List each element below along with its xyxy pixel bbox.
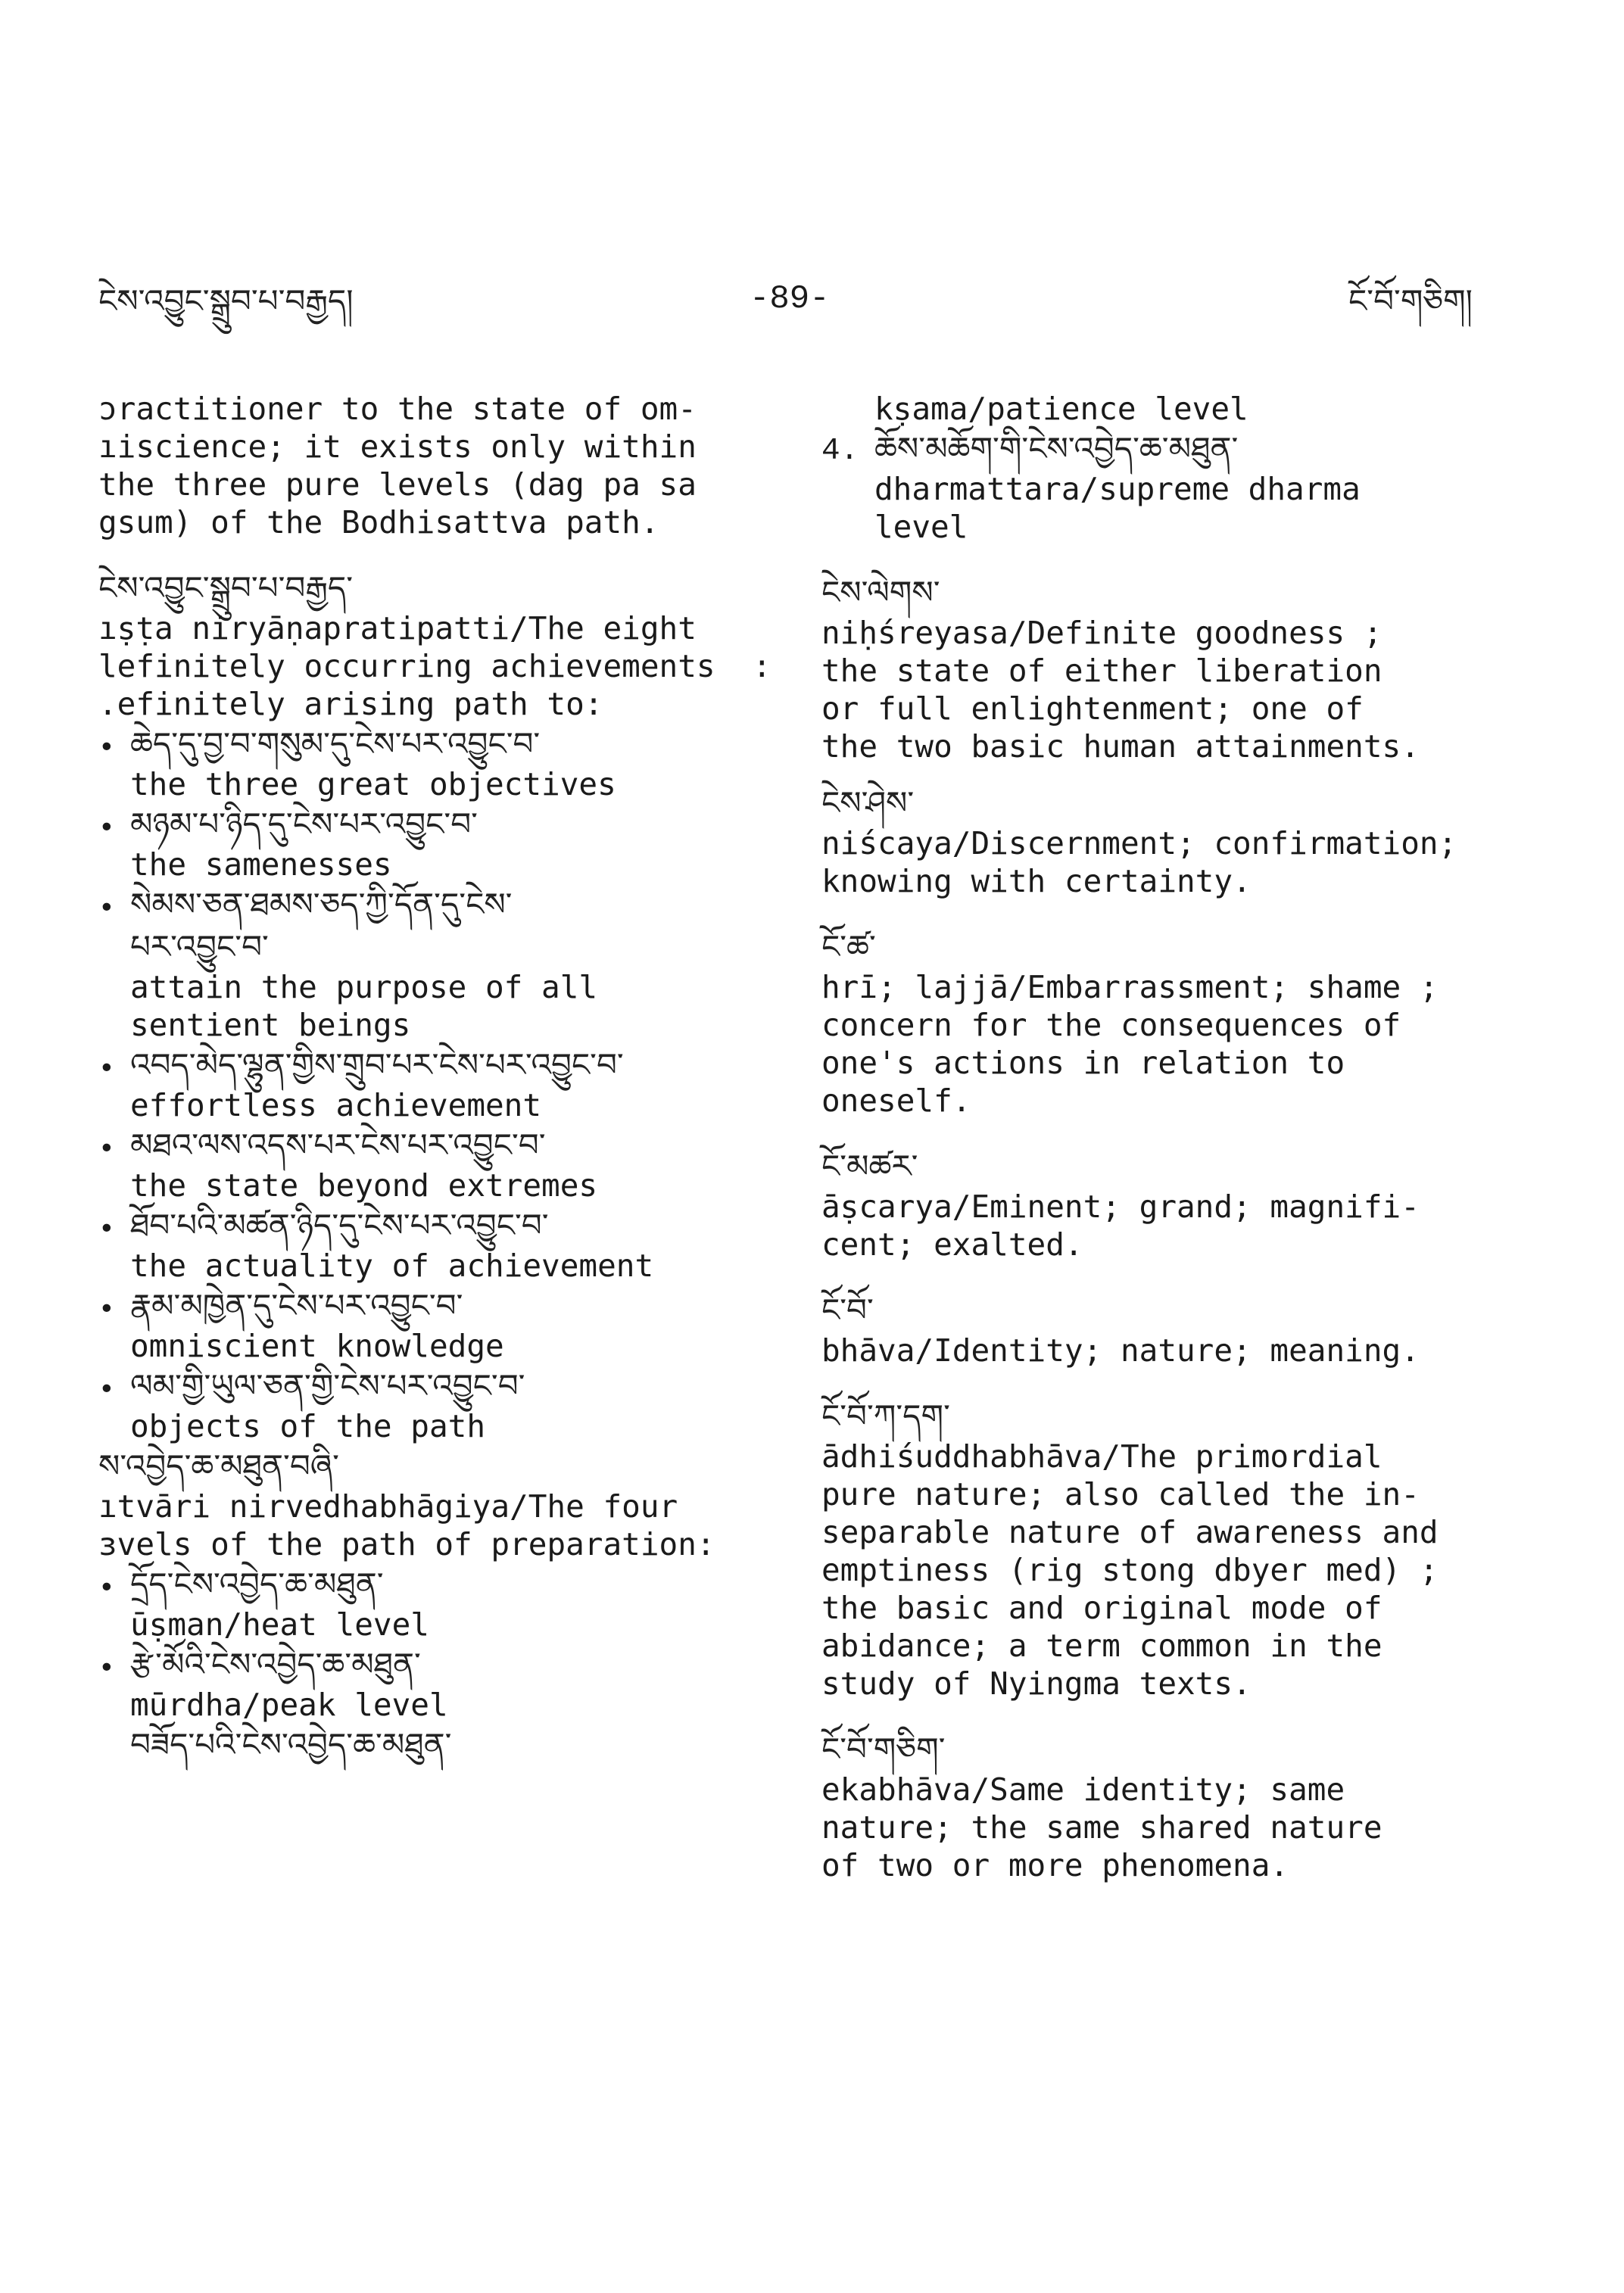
list-item [98, 1124, 780, 1204]
text-line: separable nature of awareness and [821, 1514, 1439, 1550]
text-line: study of Nyingma texts. [821, 1665, 1252, 1702]
dictionary-entry [821, 572, 1503, 765]
bullet: • [98, 1294, 115, 1325]
bullet: • [98, 1374, 115, 1405]
margin-mark: : [752, 648, 771, 684]
text-line: ekabhāva/Same identity; same [821, 1771, 1345, 1808]
text-line: the state of either liberation [821, 653, 1382, 689]
text-line: or full enlightenment; one of [821, 690, 1364, 727]
list-item [98, 803, 780, 883]
page-number: -89- [750, 280, 830, 318]
text-line: abidance; a term common in the [821, 1628, 1382, 1664]
text-line: one's actions in relation to [821, 1045, 1345, 1081]
item-tibetan: ལམ་གྱི་ཡུལ་ཅན་གྱི་ངེས་པར་འབྱུང་བ་ [130, 1367, 525, 1404]
entry-term: ངོ་ཚ་ [821, 928, 876, 965]
dictionary-entry [821, 1728, 1503, 1884]
text-line: cent; exalted. [821, 1226, 1083, 1263]
item-english: the three great objectives [130, 766, 616, 802]
item-english: omniscient knowledge [130, 1328, 504, 1364]
item-tibetan: རྣམ་མཁྱེན་དུ་ངེས་པར་འབྱུང་བ་ [130, 1287, 463, 1324]
item-english: dharmattara/supreme dharma [874, 471, 1361, 507]
dictionary-entry [821, 1395, 1503, 1703]
text-line: .efinitely arising path to: [98, 686, 603, 722]
text-line: concern for the consequences of [821, 1007, 1401, 1043]
item-tibetan: པར་འབྱུང་བ་ [130, 928, 269, 965]
intro-paragraph [98, 390, 780, 541]
item-english: attain the purpose of all [130, 969, 598, 1005]
bullet: • [98, 1213, 115, 1245]
item-tibetan: འབད་མེད་ལྷུན་གྱིས་གྲུབ་པར་ངེས་པར་འབྱུང་བ་ [130, 1046, 624, 1083]
item-english: level [874, 509, 968, 545]
text-line: gsum) of the Bodhisattva path. [98, 504, 659, 541]
dictionary-entry [821, 1289, 1503, 1369]
item-tibetan: བཟོད་པའི་ངེས་འབྱེད་ཆ་མཐུན་ [130, 1726, 452, 1763]
text-line: bhāva/Identity; nature; meaning. [821, 1332, 1420, 1369]
entry-term: ངོ་མཚར་ [821, 1148, 918, 1185]
text-line: niścaya/Discernment; confirmation; [821, 825, 1457, 861]
running-header-left: ངེས་འབྱུང་སྒྲུབ་པ་བརྒྱད། [98, 282, 354, 319]
text-line [98, 647, 780, 685]
dictionary-entry [821, 782, 1503, 900]
entry-eight-definite-achievements [98, 567, 780, 1445]
item-tibetan: སེམས་ཅན་ཐམས་ཅད་ཀྱི་དོན་དུ་ངེས་ [130, 886, 513, 923]
entry-term: ངོ་བོ་ [821, 1291, 874, 1329]
text-line: ıiscience; it exists only within [98, 428, 697, 465]
item-english: effortless achievement [130, 1087, 542, 1123]
definition-text: lefinitely occurring achievements [98, 648, 715, 684]
dictionary-entry [821, 1145, 1503, 1263]
text-line: ɜvels of the path of preparation: [98, 1526, 715, 1562]
text-line: ɔractitioner to the state of om- [98, 391, 697, 427]
entry-four-levels-preparation [98, 1445, 780, 1766]
item-tibetan: མཐའ་ལས་འདས་པར་ངེས་པར་འབྱུང་བ་ [130, 1126, 546, 1164]
text-line: oneself. [821, 1083, 971, 1119]
bullet: • [98, 1653, 115, 1684]
entry-term: ངེས་ཤེས་ [821, 784, 915, 821]
list-item [98, 1204, 780, 1285]
item-english: the state beyond extremes [130, 1167, 598, 1204]
item-tibetan: མཉམ་པ་ཉིད་དུ་ངེས་པར་འབྱུང་བ་ [130, 805, 478, 843]
text-line: the two basic human attainments. [821, 728, 1420, 765]
left-column [98, 390, 780, 1766]
list-item [821, 428, 1503, 546]
text-line: nature; the same shared nature [821, 1809, 1382, 1846]
entry-term: ངོ་བོ་ཀ་དག་ [821, 1397, 950, 1435]
list-item [98, 1643, 780, 1724]
list-item [98, 1365, 780, 1445]
list-item [98, 723, 780, 803]
item-english: sentient beings [130, 1007, 411, 1043]
list-item [98, 1285, 780, 1365]
entry-term: ངོ་བོ་གཅིག་ [821, 1731, 946, 1768]
bullet: • [98, 893, 115, 924]
text-line: the three pure levels (dag pa sa [98, 466, 697, 503]
item-tibetan: ཐོབ་པའི་མཚན་ཉིད་དུ་ངེས་པར་འབྱུང་བ་ [130, 1207, 549, 1244]
text-line: pure nature; also called the in- [821, 1476, 1420, 1513]
text-line: ādhiśuddhabhāva/The primordial [821, 1438, 1382, 1475]
list-item [98, 883, 780, 1044]
item-english: the samenesses [130, 846, 392, 883]
text-line: emptiness (rig stong dbyer med) ; [821, 1552, 1439, 1588]
text-line: ıtvāri nirvedhabhāgiya/The four [98, 1488, 678, 1525]
item-tibetan: ཆོས་མཆོག་གི་ངེས་འབྱེད་ཆ་མཐུན་ [874, 430, 1239, 467]
item-tibetan: དྲོད་ངེས་འབྱེད་ཆ་མཐུན་ [130, 1566, 384, 1603]
bullet: • [98, 812, 115, 843]
list-item [98, 1044, 780, 1124]
text-line: āṣcarya/Eminent; grand; magnifi- [821, 1189, 1420, 1225]
entry-term: ས་འབྱེད་ཆ་མཐུན་བཞི་ [98, 1447, 339, 1485]
item-tibetan: ཆེད་དུ་བྱ་བ་གསུམ་དུ་ངེས་པར་འབྱུང་བ་ [130, 725, 541, 762]
running-header-right: ངོ་བོ་གཅིག། [1348, 282, 1473, 319]
bullet: • [98, 1572, 115, 1603]
entry-term: ངེས་ལེགས་ [821, 574, 940, 611]
bullet: • [98, 1053, 115, 1084]
text-line: knowing with certainty. [821, 863, 1252, 899]
text-line: ıṣṭa niryāṇapratipatti/The eight [98, 610, 697, 646]
list-item [98, 1724, 780, 1766]
item-number: 4. [821, 434, 859, 469]
bullet: • [98, 732, 115, 763]
bullet: • [98, 1133, 115, 1164]
item-tibetan: རྩེ་མོའི་ངེས་འབྱེད་ཆ་མཐུན་ [130, 1646, 421, 1683]
list-item [98, 1563, 780, 1643]
item-english: ūṣman/heat level [130, 1606, 429, 1643]
text-line: hrī; lajjā/Embarrassment; shame ; [821, 969, 1439, 1005]
item-english: objects of the path [130, 1408, 485, 1444]
text-line: the basic and original mode of [821, 1590, 1382, 1626]
item-english: the actuality of achievement [130, 1248, 654, 1284]
continued-list [821, 390, 1503, 546]
entry-term: ངེས་འབྱུང་སྒྲུབ་པ་བརྒྱད་ [98, 569, 354, 606]
dictionary-entry [821, 926, 1503, 1120]
right-column [821, 390, 1503, 1884]
text-line: niḥśreyasa/Definite goodness ; [821, 615, 1382, 651]
text-line: of two or more phenomena. [821, 1847, 1289, 1883]
item-english: mūrdha/peak level [130, 1687, 448, 1723]
text-line: kṣama/patience level [874, 391, 1248, 427]
